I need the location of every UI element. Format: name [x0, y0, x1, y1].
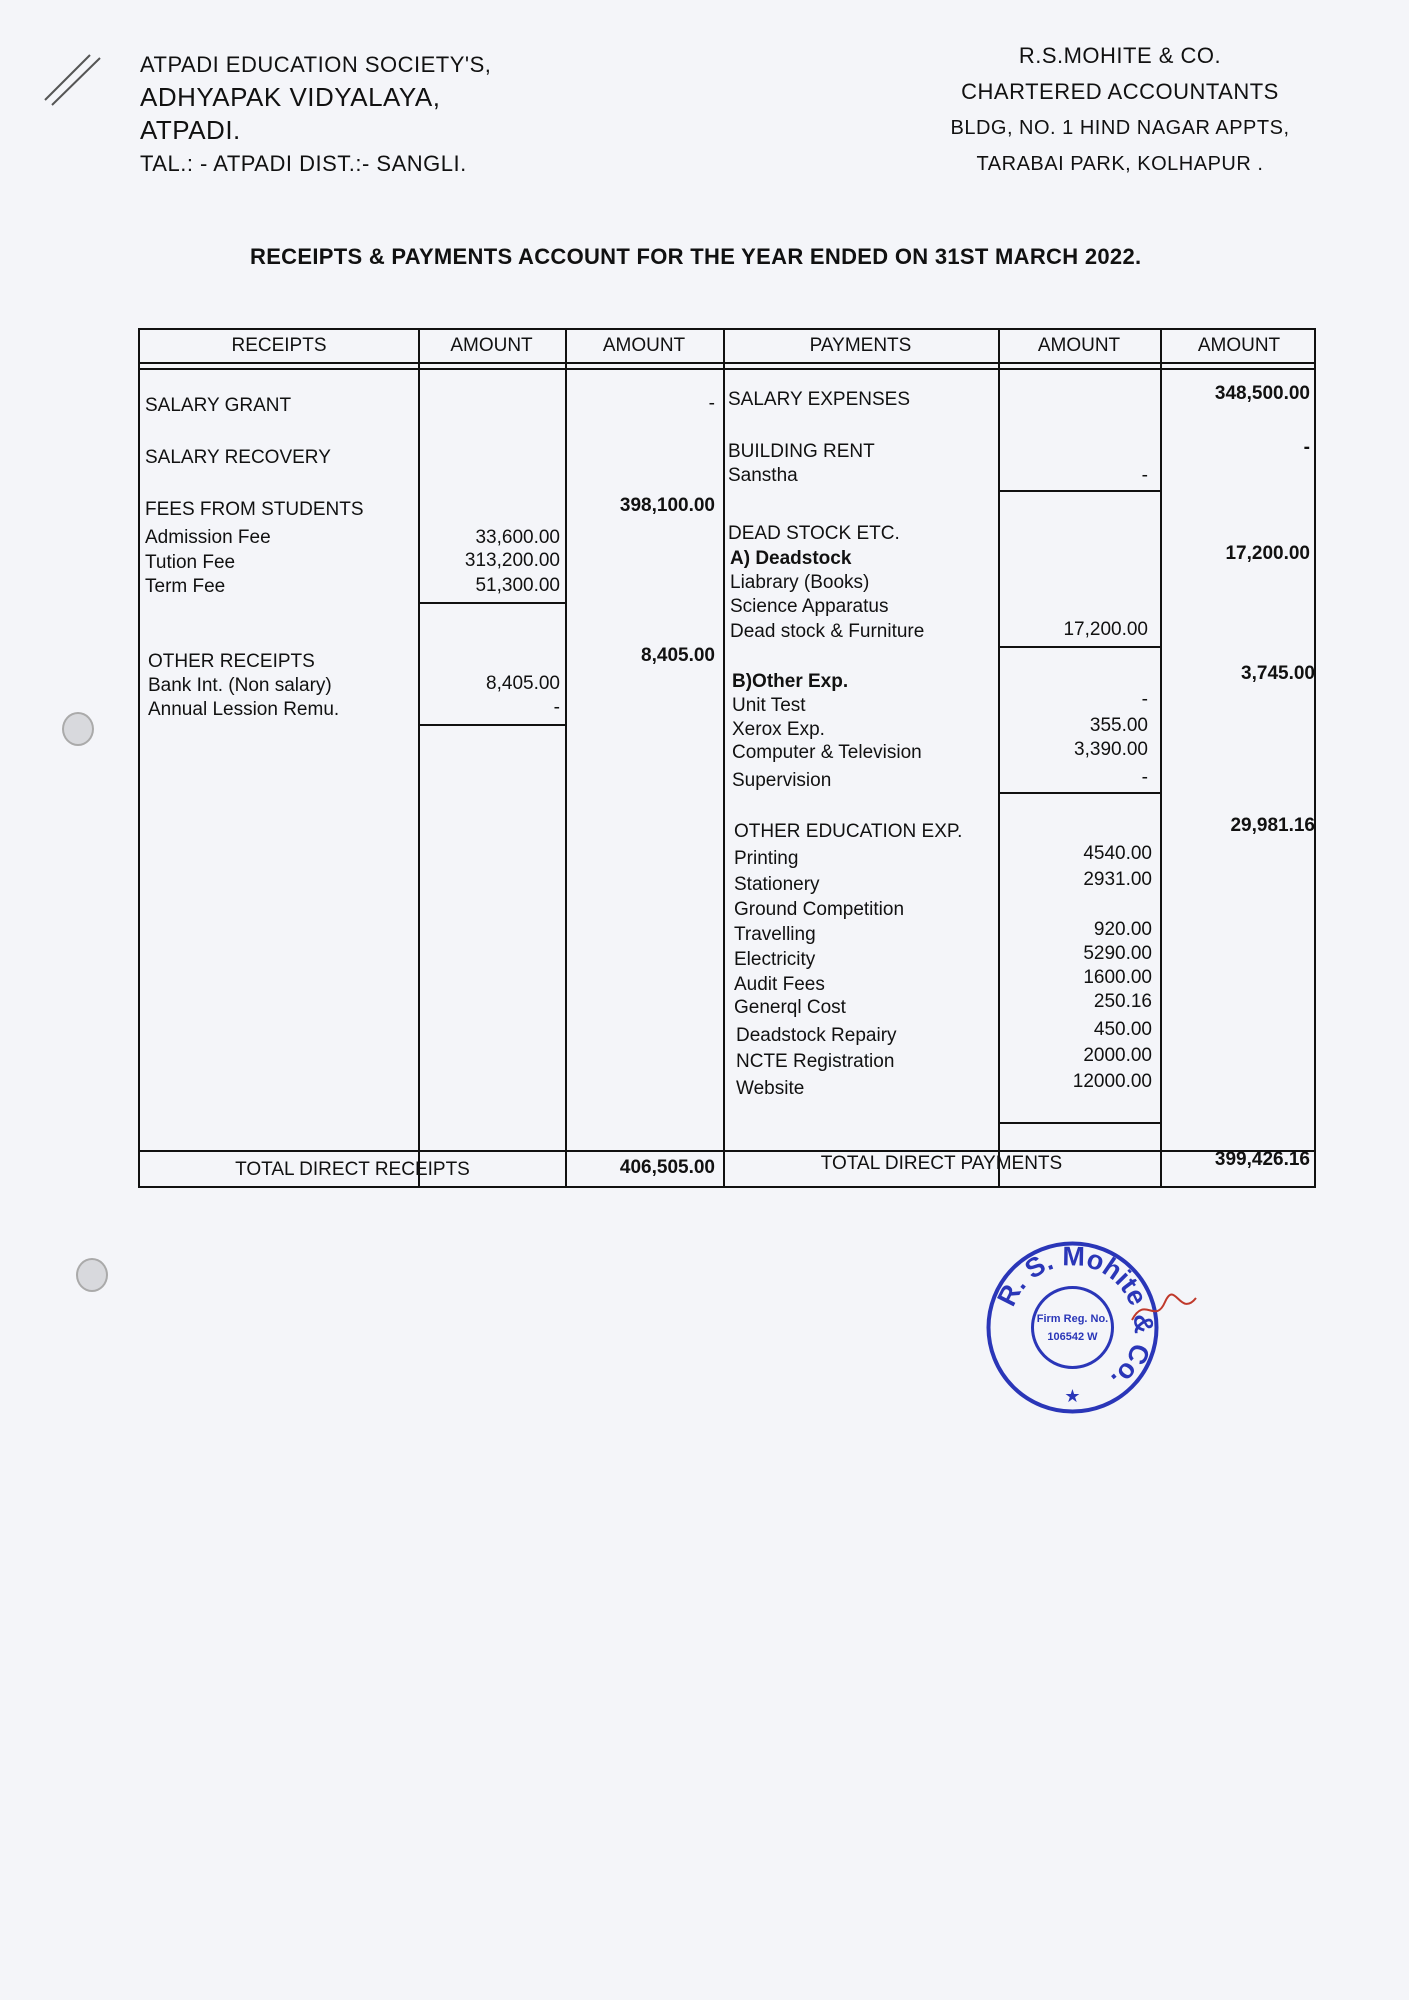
stamp-inner-line: 106542 W — [1047, 1331, 1098, 1343]
document-title: RECEIPTS & PAYMENTS ACCOUNT FOR THE YEAR ENDED ON 31ST MARCH 2022. — [250, 244, 1142, 269]
other-exp-item-amount: - — [1141, 689, 1148, 710]
amount-column-header: AMOUNT — [450, 335, 533, 356]
deadstock-item-label: Dead stock & Furniture — [730, 621, 925, 642]
society-name: ATPADI EDUCATION SOCIETY'S, — [140, 52, 492, 77]
pen-mark-icon — [40, 50, 110, 110]
total-receipts-label: TOTAL DIRECT RECEIPTS — [235, 1159, 470, 1180]
other-receipt-amount: - — [553, 697, 560, 718]
other-receipt-amount: 8,405.00 — [486, 673, 560, 694]
punch-hole-icon — [62, 712, 94, 746]
other-receipt-label: Bank Int. (Non salary) — [148, 675, 332, 696]
sanstha-label: Sanstha — [728, 465, 798, 486]
building-rent-total: - — [1303, 437, 1310, 458]
education-exp-item-label: Stationery — [734, 874, 820, 895]
fee-item-label: Term Fee — [145, 576, 226, 597]
other-receipts-total: 8,405.00 — [641, 645, 715, 666]
education-exp-item-amount: 250.16 — [1093, 991, 1152, 1012]
education-exp-item-label: Audit Fees — [734, 974, 825, 995]
education-exp-total: 29,981.16 — [1230, 815, 1315, 836]
other-receipt-label: Annual Lession Remu. — [148, 699, 340, 720]
other-exp-heading: B)Other Exp. — [732, 671, 849, 692]
education-exp-item-label: Website — [736, 1078, 805, 1099]
firm-name: R.S.MOHITE & CO. — [1018, 43, 1222, 68]
salary-grant-total: - — [708, 393, 715, 414]
fee-item-label: Tution Fee — [145, 552, 236, 573]
school-town: ATPADI. — [140, 115, 241, 145]
auditor-header — [880, 38, 1360, 182]
other-exp-total: 3,745.00 — [1241, 663, 1315, 684]
amount-column-header: AMOUNT — [1037, 335, 1121, 356]
other-exp-item-label: Supervision — [732, 770, 832, 791]
school-name: ADHYAPAK VIDYALAYA, — [140, 82, 441, 112]
school-header — [140, 48, 491, 180]
fee-item-amount: 313,200.00 — [464, 550, 560, 571]
education-exp-item-label: Electricity — [734, 949, 816, 970]
dead-stock-heading: DEAD STOCK ETC. — [728, 523, 900, 544]
svg-text:★: ★ — [1064, 1386, 1081, 1406]
deadstock-item-label: Science Apparatus — [730, 596, 889, 617]
fee-item-label: Admission Fee — [145, 527, 271, 548]
education-exp-item-label: Ground Competition — [734, 899, 905, 920]
education-exp-item-label: Deadstock Repairy — [736, 1025, 897, 1046]
education-exp-item-amount: 5290.00 — [1083, 943, 1152, 964]
deadstock-subheading: A) Deadstock — [730, 548, 852, 569]
other-exp-item-amount: 355.00 — [1089, 715, 1148, 736]
education-exp-item-label: NCTE Registration — [736, 1051, 895, 1072]
stamp-ring-text: R. S. Mohite & Co. — [991, 1241, 1159, 1396]
other-receipts-heading: OTHER RECEIPTS — [148, 651, 315, 672]
firm-address-1: BLDG, NO. 1 HIND NAGAR APPTS, — [950, 117, 1290, 139]
signature-icon — [1130, 1290, 1200, 1330]
education-exp-item-label: Travelling — [734, 924, 816, 945]
accounts-table — [138, 328, 1316, 1188]
other-exp-item-amount: 3,390.00 — [1074, 739, 1148, 760]
education-exp-item-amount: 12000.00 — [1072, 1071, 1152, 1092]
total-receipts-value: 406,505.00 — [619, 1157, 715, 1178]
salary-expenses-total: 348,500.00 — [1214, 383, 1310, 404]
total-payments-value: 399,426.16 — [1214, 1149, 1310, 1170]
salary-expenses-label: SALARY EXPENSES — [728, 389, 911, 410]
payments-column-header: PAYMENTS — [809, 335, 912, 356]
education-exp-item-amount: 2931.00 — [1083, 869, 1152, 890]
education-exp-item-amount: 450.00 — [1093, 1019, 1152, 1040]
salary-grant-label: SALARY GRANT — [145, 395, 292, 416]
education-exp-item-label: Printing — [734, 848, 799, 869]
dead-stock-total: 17,200.00 — [1225, 543, 1310, 564]
education-exp-heading: OTHER EDUCATION EXP. — [734, 821, 963, 842]
firm-address-2: TARABAI PARK, KOLHAPUR . — [976, 153, 1264, 175]
building-rent-label: BUILDING RENT — [728, 441, 875, 462]
punch-hole-icon — [76, 1258, 108, 1292]
total-payments-label: TOTAL DIRECT PAYMENTS — [820, 1153, 1063, 1174]
education-exp-item-amount: 4540.00 — [1083, 843, 1152, 864]
deadstock-item-amount: 17,200.00 — [1063, 619, 1148, 640]
education-exp-item-amount: 1600.00 — [1083, 967, 1152, 988]
school-district: TAL.: - ATPADI DIST.:- SANGLI. — [140, 151, 467, 176]
stamp-inner-line: Firm Reg. No. — [1036, 1313, 1109, 1325]
fee-item-amount: 51,300.00 — [475, 575, 560, 596]
other-exp-item-amount: - — [1141, 767, 1148, 788]
education-exp-item-amount: 2000.00 — [1083, 1045, 1152, 1066]
other-exp-item-label: Unit Test — [732, 695, 806, 716]
education-exp-item-amount: 920.00 — [1093, 919, 1152, 940]
fee-item-amount: 33,600.00 — [475, 527, 560, 548]
education-exp-item-label: Generql Cost — [734, 997, 846, 1018]
amount-column-header: AMOUNT — [1197, 335, 1281, 356]
fees-total: 398,100.00 — [619, 495, 715, 516]
receipts-column-header: RECEIPTS — [231, 335, 327, 356]
other-exp-item-label: Xerox Exp. — [732, 719, 825, 740]
fees-heading: FEES FROM STUDENTS — [145, 499, 364, 520]
firm-type: CHARTERED ACCOUNTANTS — [961, 79, 1279, 104]
deadstock-item-label: Liabrary (Books) — [730, 572, 870, 593]
sanstha-amount: - — [1141, 465, 1148, 486]
amount-column-header: AMOUNT — [602, 335, 686, 356]
other-exp-item-label: Computer & Television — [732, 742, 922, 763]
salary-recovery-label: SALARY RECOVERY — [145, 447, 331, 468]
